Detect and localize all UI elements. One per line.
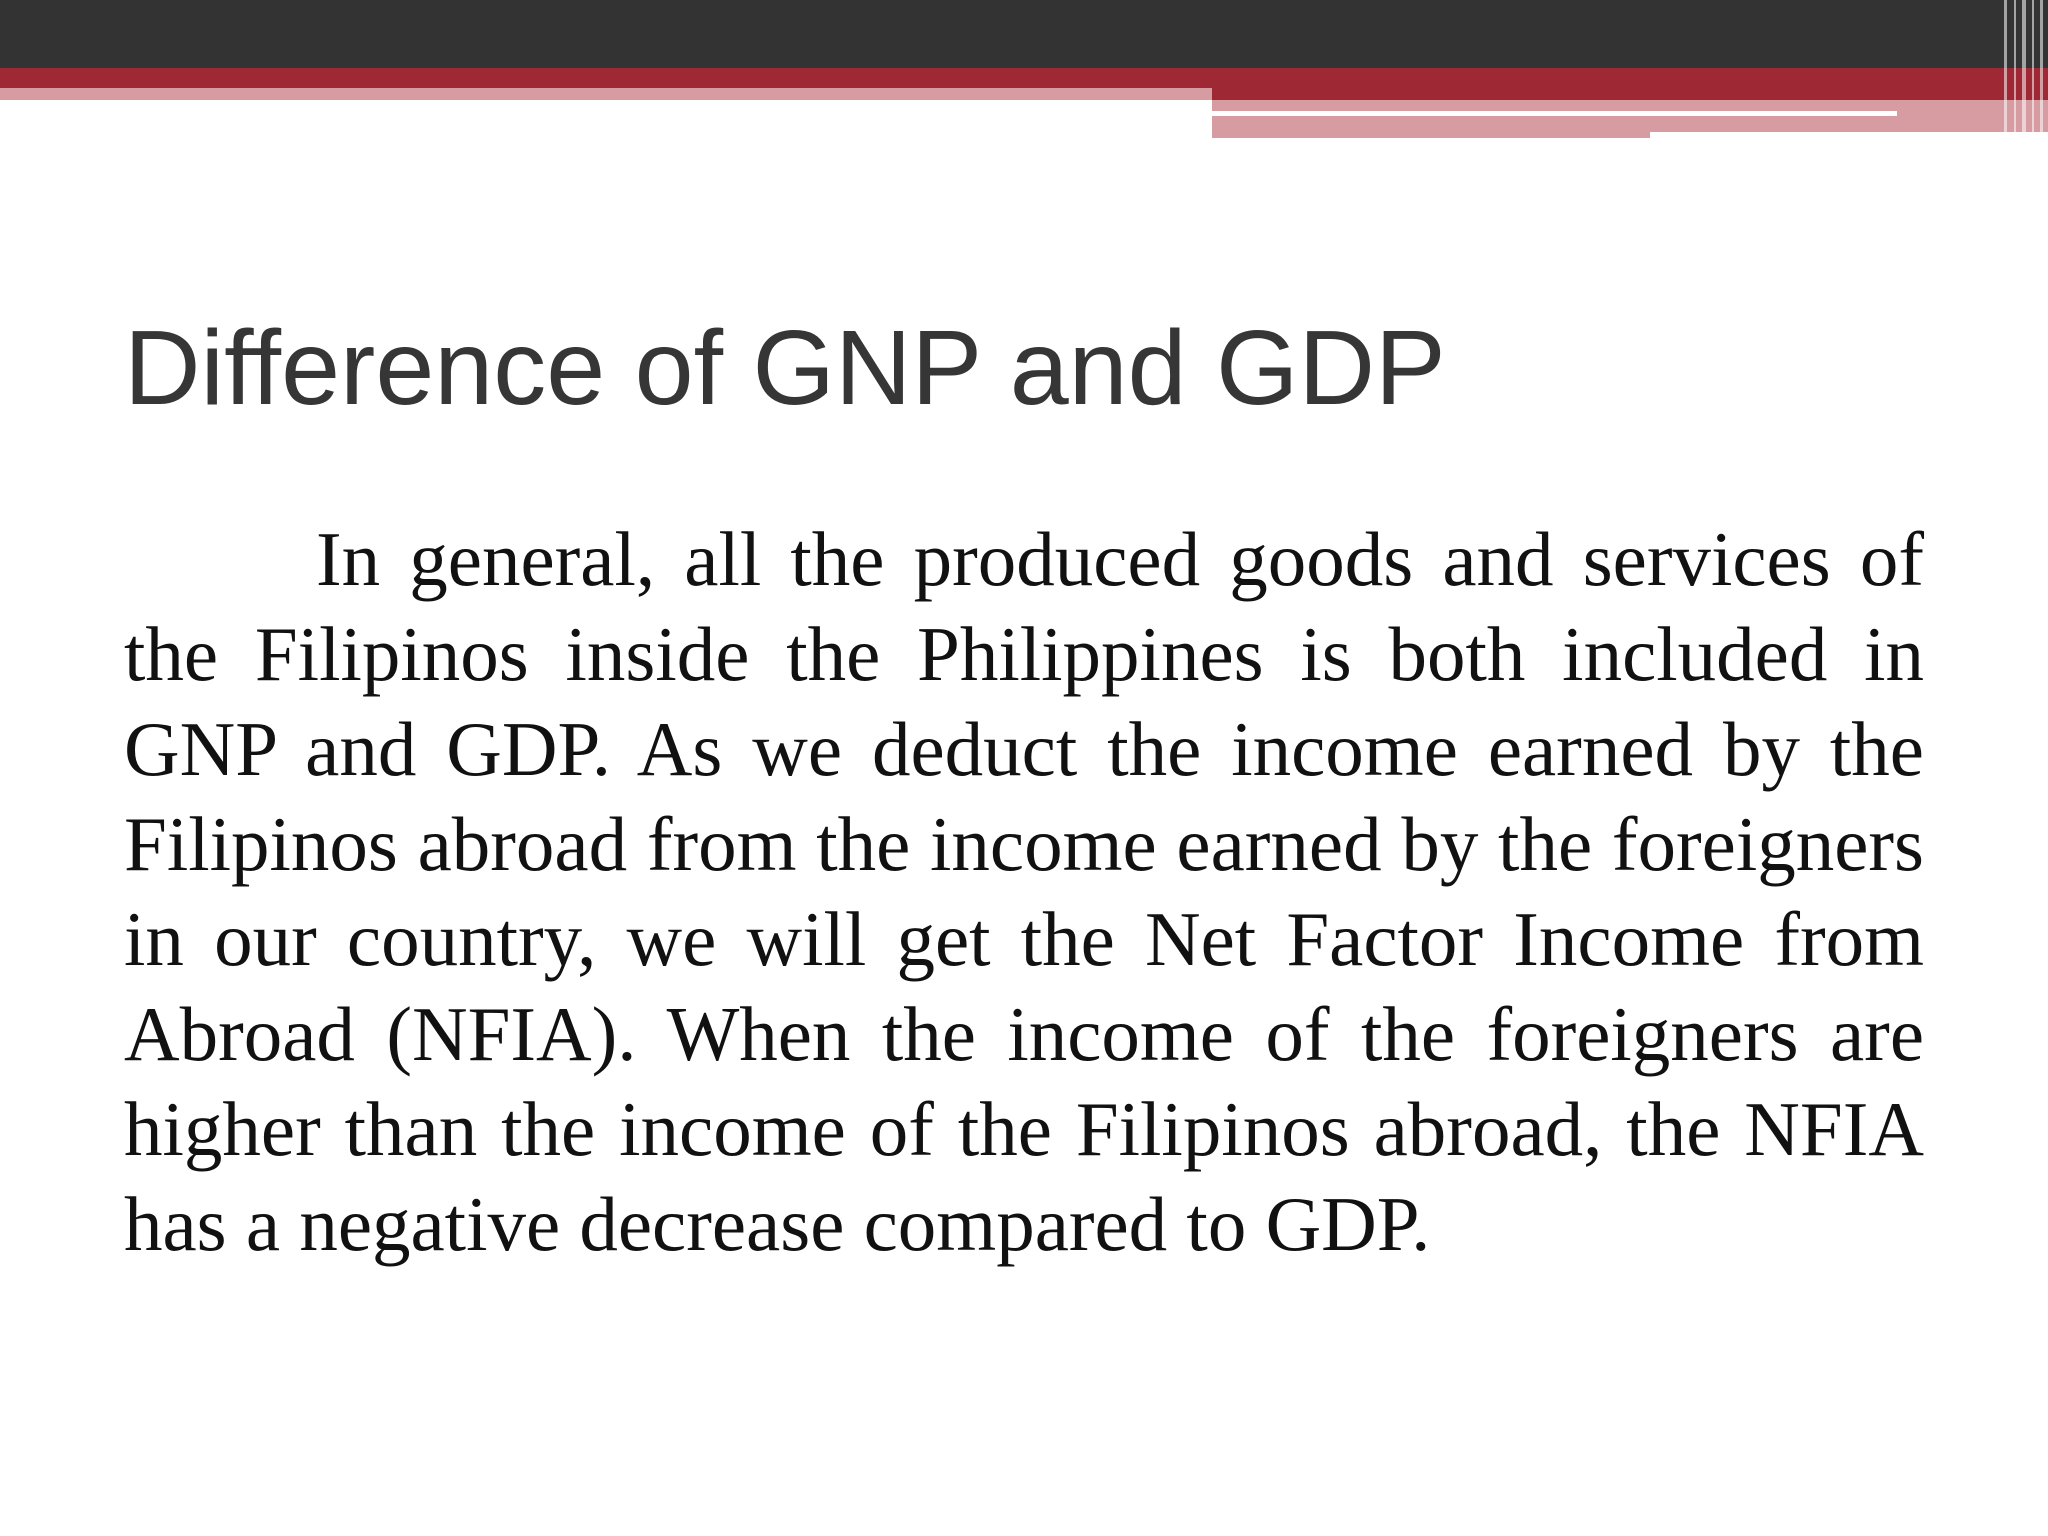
header-red-extension: [1212, 88, 2048, 100]
header-white-gap: [1650, 132, 2048, 138]
slide-title: Difference of GNP and GDP: [124, 309, 1446, 427]
header-red-band: [0, 68, 2048, 88]
slide-body-text: In general, all the produced goods and services of the Filipinos inside the Philippines is both included in GNP and GDP. As we deduct the income earned by the Filipinos abroad from the income earned by the foreigners in our country, we will get the Net Factor Income from Abroad (NFIA). When the income of the foreigners are higher than the income of the Filipinos abroad, the NFIA has a negative decrease compared to GDP.: [124, 516, 1924, 1267]
header-pink-strip: [0, 88, 1212, 100]
header-dark-bar: [0, 0, 2048, 68]
header-edge-lines: [1992, 0, 2048, 138]
header-white-line: [1212, 111, 1897, 116]
